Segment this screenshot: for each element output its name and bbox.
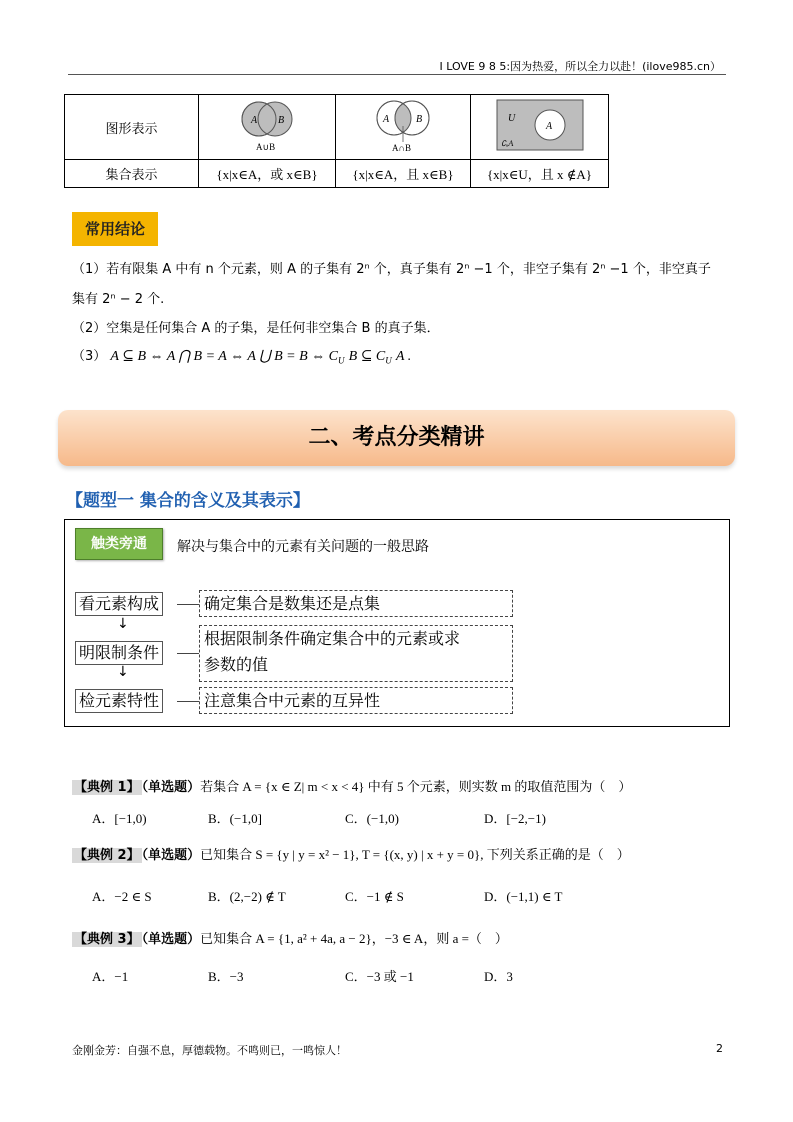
venn-intersection-diagram [365,96,441,154]
method-box [64,519,730,727]
example-2-option-b: B．(2,−2) ∉ T [208,889,286,904]
arrow-down-icon: ↓ [117,616,129,632]
conclusion-item-3-sub-2: U [385,355,392,366]
desc-2-line-1: 根据限制条件确定集合中的元素或求 [204,629,461,648]
venn-union-diagram [232,97,302,153]
conclusion-item-2: （2）空集是任何集合 A 的子集，是任何非空集合 B 的真子集． [72,321,440,336]
venn-intersection-cell [336,95,471,160]
desc-1-box: 确定集合是数集还是点集 [199,590,513,617]
row-label-diagram: 图形表示 [65,95,199,160]
arrow-down-icon: ↓ [117,664,129,680]
conclusion-item-3-mid: B ⊆ C [348,349,386,364]
example-3-option-a: A．−1 [92,969,129,984]
method-badge: 触类旁通 [75,528,163,560]
example-3-stem [72,928,508,947]
conclusion-item-3-end: A . [395,349,412,364]
conclusion-item-3 [72,345,411,366]
set-operations-table [64,94,609,188]
venn-label-a: A [251,115,258,126]
page-number: 2 [716,1042,723,1055]
connector-3 [177,701,199,702]
conclusion-item-3-prefix: （3） [72,349,107,364]
venn-union-cell [199,95,336,160]
venn-complement-label: ∁ᵤA [500,139,513,148]
venn-caption: A∪B [256,142,276,152]
desc-2-line-2: 参数的值 [204,655,269,674]
connector-1 [177,604,199,605]
conclusion-item-1-line-2: 集有 2ⁿ − 2 个. [72,292,165,307]
example-2-text: 已知集合 S = {y | y = x² − 1}, T = {(x, y) | x + y = 0}, 下列关系正确的是（ ） [200,847,630,862]
method-title: 解决与集合中的元素有关问题的一般思路 [177,539,429,555]
example-2-option-c: C．−1 ∉ S [345,889,404,904]
example-3-type: （单选题） [141,932,201,947]
example-3-label: 【典例 3】 [74,932,140,947]
example-3-option-c: C．−3 或 −1 [345,969,414,984]
venn-label-a: A [545,121,552,132]
venn-label-b: B [416,114,423,125]
union-set-notation: {x|x∈A，或 x∈B} [199,160,336,188]
example-1-stem [72,776,631,795]
example-3-option-d: D．3 [484,969,513,984]
header-divider [68,74,726,75]
example-1-text: 若集合 A = {x ∈ Z| m < x < 4} 中有 5 个元素，则实数 m 的取值范围为（ ） [200,779,632,794]
conclusion-item-1-line-1: （1）若有限集 A 中有 n 个元素，则 A 的子集有 2ⁿ 个，真子集有 2ⁿ −1 个，非空子集有 2ⁿ −1 个，非空真子 [72,262,711,277]
page-header: I LOVE 9 8 5:因为热爱，所以全力以赴！(ilove985.cn） [439,60,721,73]
example-1-option-d: D．[−2,−1) [484,811,546,826]
conclusion-item-3-sub-1: U [338,355,345,366]
example-3-text: 已知集合 A = {1, a² + 4a, a − 2}，−3 ∈ A，则 a =（ ） [200,931,508,946]
example-2-option-a: A．−2 ∈ S [92,889,152,904]
step-2-box: 明限制条件 [75,641,163,665]
step-3-box: 检元素特性 [75,689,163,713]
example-1-option-a: A．[−1,0) [92,811,147,826]
desc-2-box [199,625,513,682]
row-label-set: 集合表示 [65,160,199,188]
example-1-option-c: C．(−1,0) [345,811,399,826]
venn-complement-cell [471,95,609,160]
venn-label-u: U [507,113,515,124]
conclusion-item-3-formula: A ⊆ B ⇔ A ⋂ B = A ⇔ A ⋃ B = B ⇔ C [110,349,338,364]
example-1-type: （单选题） [141,780,201,795]
complement-set-notation: {x|x∈U，且 x ∉A} [471,160,609,188]
conclusion-badge: 常用结论 [72,212,158,246]
example-2-stem [72,844,630,863]
connector-2 [177,653,199,654]
footer-motto: 金刚金芳：自强不息，厚德载物。不鸣则已，一鸣惊人！ [72,1044,347,1057]
example-3-option-b: B．−3 [208,969,244,984]
venn-caption: A∩B [392,143,412,153]
example-2-option-d: D．(−1,1) ∈ T [484,889,563,904]
example-2-label: 【典例 2】 [74,848,140,863]
section-banner: 二、考点分类精讲 [58,410,735,466]
venn-label-a: A [383,114,390,125]
venn-complement-diagram [495,97,585,153]
example-1-option-b: B．(−1,0] [208,811,262,826]
step-1-box: 看元素构成 [75,592,163,616]
type-heading: 【题型一 集合的含义及其表示】 [66,491,310,511]
example-1-label: 【典例 1】 [74,780,140,795]
venn-label-b: B [278,115,285,126]
desc-3-box: 注意集合中元素的互异性 [199,687,513,714]
intersection-set-notation: {x|x∈A，且 x∈B} [336,160,471,188]
example-2-type: （单选题） [141,848,201,863]
